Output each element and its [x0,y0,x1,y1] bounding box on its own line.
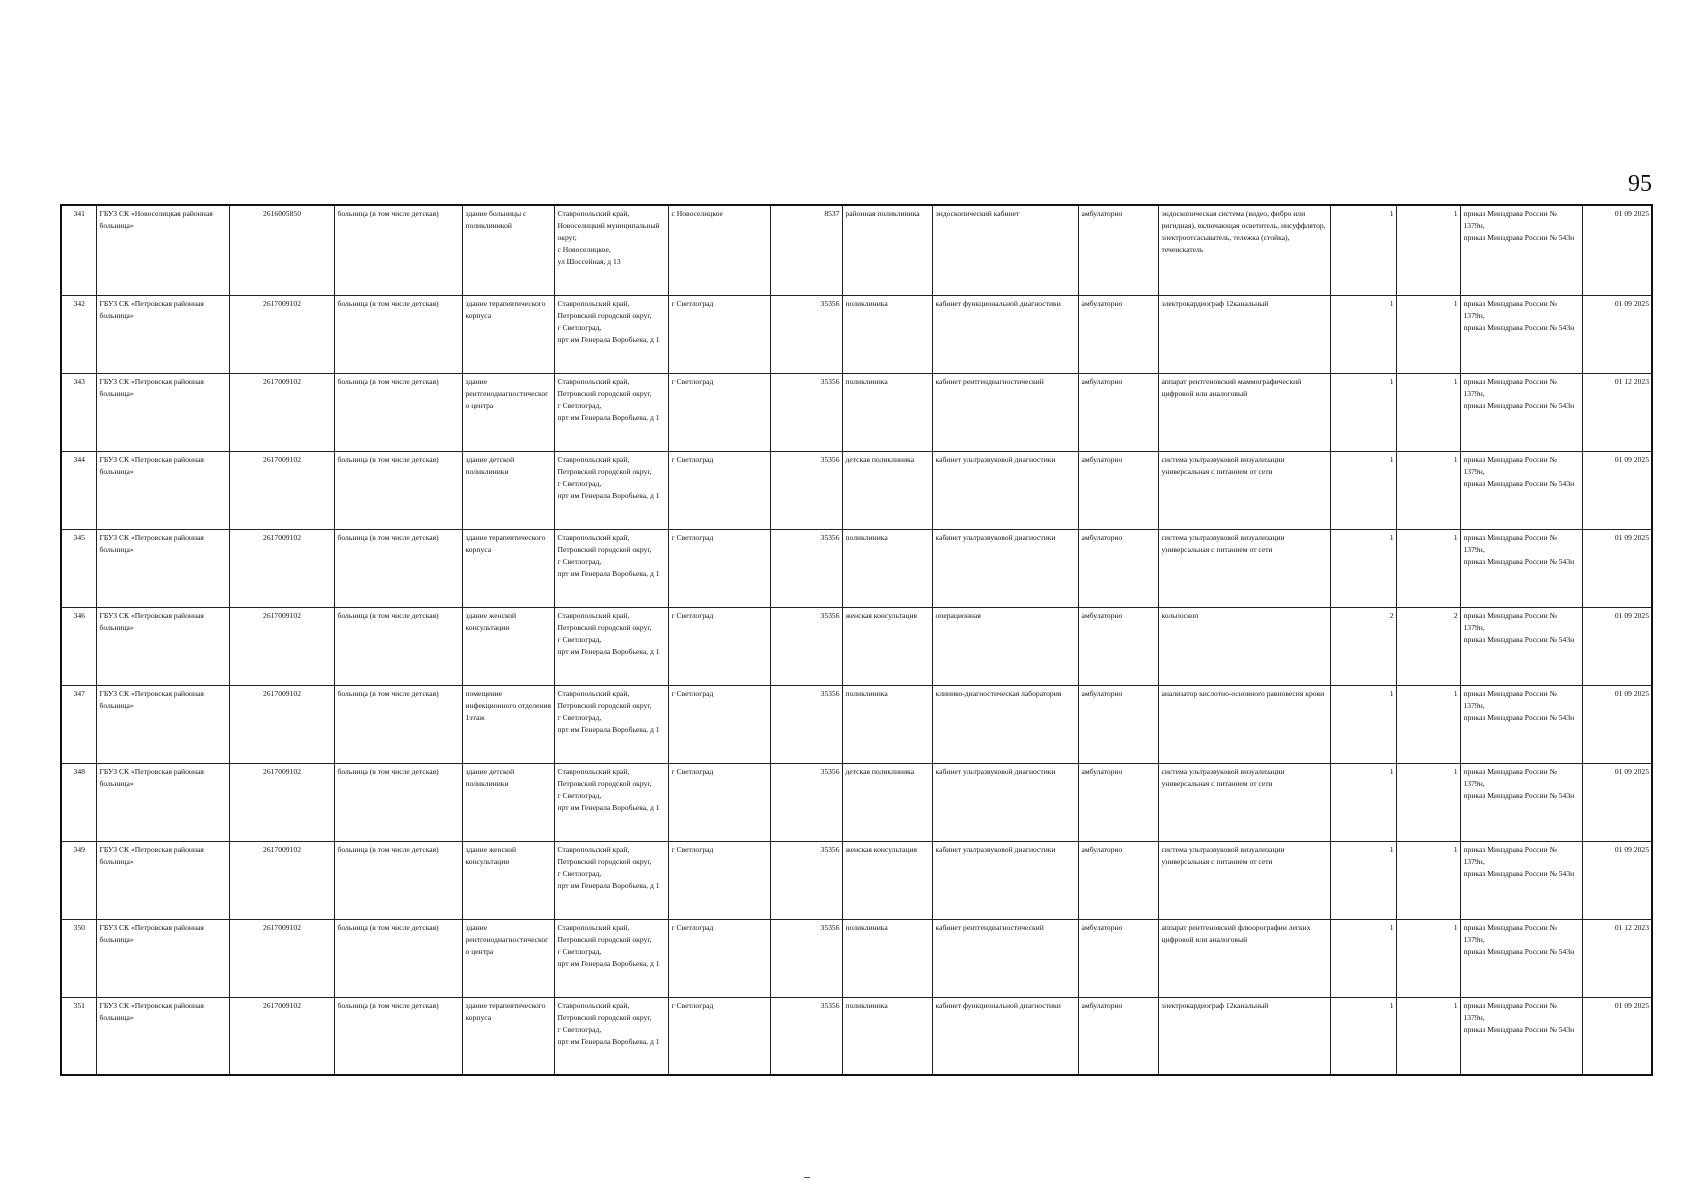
row-number-cell: 341 [61,205,96,295]
equipment-name-cell: кольпоскоп [1158,607,1330,685]
locality-name-cell: г Светлоград [668,373,770,451]
organization-name-cell: ГБУЗ СК «Петровская районная больница» [96,841,229,919]
facility-address-cell: Ставропольский край, Петровский городской округ, г Светлоград, прт им Генерала Воробьева, д 1 [554,763,668,841]
population-count-cell: 35356 [770,607,842,685]
inn-code-cell: 2616005850 [229,205,334,295]
row-number-cell: 351 [61,997,96,1075]
facility-address-cell: Ставропольский край, Петровский городской округ, г Светлоград, прт им Генерала Воробьева, д 1 [554,295,668,373]
care-form-cell: амбулаторно [1078,295,1158,373]
facility-type-cell: больница (в том числе детская) [334,841,462,919]
table-row [61,685,1652,763]
quantity-required-cell: 1 [1330,763,1396,841]
building-name-cell: здание рентгенодиагностического центра [462,919,554,997]
population-count-cell: 35356 [770,451,842,529]
legal-basis-cell: приказ Минздрава России № 1379н, приказ Минздрава России № 543н [1460,763,1582,841]
table-row [61,295,1652,373]
organization-name-cell: ГБУЗ СК «Петровская районная больница» [96,997,229,1075]
facility-address-cell: Ставропольский край, Петровский городской округ, г Светлоград, прт им Генерала Воробьева, д 1 [554,919,668,997]
facility-address-cell: Ставропольский край, Петровский городской округ, г Светлоград, прт им Генерала Воробьева, д 1 [554,997,668,1075]
supply-date-cell: 01 09 2025 [1582,685,1652,763]
quantity-planned-cell: 1 [1396,763,1460,841]
table-row [61,205,1652,295]
inn-code-cell: 2617009102 [229,451,334,529]
row-number-cell: 343 [61,373,96,451]
supply-date-cell: 01 12 2023 [1582,919,1652,997]
legal-basis-cell: приказ Минздрава России № 1379н, приказ Минздрава России № 543н [1460,373,1582,451]
supply-date-cell: 01 09 2025 [1582,841,1652,919]
row-number-cell: 342 [61,295,96,373]
building-name-cell: здание больницы с поликлиникой [462,205,554,295]
inn-code-cell: 2617009102 [229,919,334,997]
equipment-name-cell: система ультразвуковой визуализации универсальная с питанием от сети [1158,529,1330,607]
building-name-cell: здание рентгенодиагностического центра [462,373,554,451]
structural-unit-cell: поликлиника [842,295,932,373]
organization-name-cell: ГБУЗ СК «Петровская районная больница» [96,607,229,685]
legal-basis-cell: приказ Минздрава России № 1379н, приказ Минздрава России № 543н [1460,919,1582,997]
quantity-required-cell: 1 [1330,451,1396,529]
inn-code-cell: 2617009102 [229,607,334,685]
inn-code-cell: 2617009102 [229,295,334,373]
legal-basis-cell: приказ Минздрава России № 1379н, приказ Минздрава России № 543н [1460,997,1582,1075]
inn-code-cell: 2617009102 [229,997,334,1075]
supply-date-cell: 01 12 2023 [1582,373,1652,451]
building-name-cell: здание детской поликлиники [462,451,554,529]
cabinet-name-cell: кабинет ультразвуковой диагностики [932,763,1078,841]
organization-name-cell: ГБУЗ СК «Петровская районная больница» [96,529,229,607]
organization-name-cell: ГБУЗ СК «Петровская районная больница» [96,919,229,997]
registry-body [61,205,1652,1075]
legal-basis-cell: приказ Минздрава России № 1379н, приказ Минздрава России № 543н [1460,841,1582,919]
cabinet-name-cell: клинико-диагностическая лаборатория [932,685,1078,763]
quantity-planned-cell: 1 [1396,685,1460,763]
building-name-cell: помещение инфекционного отделения 1этаж [462,685,554,763]
quantity-required-cell: 1 [1330,685,1396,763]
structural-unit-cell: поликлиника [842,919,932,997]
supply-date-cell: 01 09 2025 [1582,205,1652,295]
organization-name-cell: ГБУЗ СК «Новоселицкая районная больница» [96,205,229,295]
building-name-cell: здание детской поликлиники [462,763,554,841]
row-number-cell: 344 [61,451,96,529]
locality-name-cell: г Светлоград [668,529,770,607]
cabinet-name-cell: кабинет ультразвуковой диагностики [932,529,1078,607]
cabinet-name-cell: операционная [932,607,1078,685]
row-number-cell: 349 [61,841,96,919]
equipment-name-cell: аппарат рентгеновский маммографический цифровой или аналоговый [1158,373,1330,451]
facility-address-cell: Ставропольский край, Петровский городской округ, г Светлоград, прт им Генерала Воробьева, д 1 [554,529,668,607]
scan-artifact [804,1177,810,1178]
building-name-cell: здание женской консультации [462,841,554,919]
inn-code-cell: 2617009102 [229,841,334,919]
supply-date-cell: 01 09 2025 [1582,607,1652,685]
organization-name-cell: ГБУЗ СК «Петровская районная больница» [96,763,229,841]
table-row [61,451,1652,529]
equipment-name-cell: электрокардиограф 12канальный [1158,997,1330,1075]
structural-unit-cell: поликлиника [842,529,932,607]
inn-code-cell: 2617009102 [229,529,334,607]
care-form-cell: амбулаторно [1078,763,1158,841]
population-count-cell: 35356 [770,529,842,607]
table-row [61,763,1652,841]
quantity-required-cell: 1 [1330,997,1396,1075]
quantity-required-cell: 1 [1330,205,1396,295]
legal-basis-cell: приказ Минздрава России № 1379н, приказ Минздрава России № 543н [1460,607,1582,685]
facility-type-cell: больница (в том числе детская) [334,685,462,763]
facility-address-cell: Ставропольский край, Петровский городской округ, г Светлоград, прт им Генерала Воробьева, д 1 [554,607,668,685]
facility-type-cell: больница (в том числе детская) [334,763,462,841]
quantity-planned-cell: 1 [1396,295,1460,373]
table-row [61,607,1652,685]
quantity-planned-cell: 1 [1396,205,1460,295]
equipment-name-cell: анализатор кислотно-основного равновесия крови [1158,685,1330,763]
row-number-cell: 345 [61,529,96,607]
table-row [61,919,1652,997]
population-count-cell: 35356 [770,763,842,841]
row-number-cell: 350 [61,919,96,997]
locality-name-cell: г Светлоград [668,451,770,529]
locality-name-cell: г Светлоград [668,607,770,685]
row-number-cell: 348 [61,763,96,841]
facility-address-cell: Ставропольский край, Петровский городской округ, г Светлоград, прт им Генерала Воробьева, д 1 [554,685,668,763]
quantity-required-cell: 1 [1330,919,1396,997]
population-count-cell: 35356 [770,373,842,451]
population-count-cell: 35356 [770,685,842,763]
cabinet-name-cell: кабинет ультразвуковой диагностики [932,841,1078,919]
facility-type-cell: больница (в том числе детская) [334,997,462,1075]
page-number: 95 [1628,171,1652,197]
table-row [61,529,1652,607]
population-count-cell: 35356 [770,295,842,373]
equipment-registry-table [60,204,1653,1076]
supply-date-cell: 01 09 2025 [1582,763,1652,841]
equipment-name-cell: система ультразвуковой визуализации универсальная с питанием от сети [1158,763,1330,841]
supply-date-cell: 01 09 2025 [1582,997,1652,1075]
locality-name-cell: г Светлоград [668,841,770,919]
facility-address-cell: Ставропольский край, Петровский городской округ, г Светлоград, прт им Генерала Воробьева, д 1 [554,841,668,919]
cabinet-name-cell: кабинет рентгендиагностический [932,919,1078,997]
facility-type-cell: больница (в том числе детская) [334,205,462,295]
structural-unit-cell: женская консультация [842,607,932,685]
supply-date-cell: 01 09 2025 [1582,295,1652,373]
care-form-cell: амбулаторно [1078,919,1158,997]
legal-basis-cell: приказ Минздрава России № 1379н, приказ Минздрава России № 543н [1460,295,1582,373]
table-row [61,997,1652,1075]
quantity-required-cell: 1 [1330,373,1396,451]
facility-type-cell: больница (в том числе детская) [334,607,462,685]
organization-name-cell: ГБУЗ СК «Петровская районная больница» [96,373,229,451]
facility-address-cell: Ставропольский край, Петровский городской округ, г Светлоград, прт им Генерала Воробьева, д 1 [554,373,668,451]
structural-unit-cell: поликлиника [842,685,932,763]
facility-type-cell: больница (в том числе детская) [334,451,462,529]
quantity-required-cell: 1 [1330,841,1396,919]
organization-name-cell: ГБУЗ СК «Петровская районная больница» [96,295,229,373]
building-name-cell: здание терапевтического корпуса [462,997,554,1075]
cabinet-name-cell: эндоскопический кабинет [932,205,1078,295]
quantity-planned-cell: 1 [1396,919,1460,997]
care-form-cell: амбулаторно [1078,529,1158,607]
population-count-cell: 35356 [770,841,842,919]
structural-unit-cell: детская поликлиника [842,451,932,529]
supply-date-cell: 01 09 2025 [1582,529,1652,607]
population-count-cell: 35356 [770,919,842,997]
table-row [61,841,1652,919]
row-number-cell: 346 [61,607,96,685]
facility-type-cell: больница (в том числе детская) [334,919,462,997]
organization-name-cell: ГБУЗ СК «Петровская районная больница» [96,451,229,529]
supply-date-cell: 01 09 2025 [1582,451,1652,529]
cabinet-name-cell: кабинет функциональной диагностики [932,295,1078,373]
facility-type-cell: больница (в том числе детская) [334,295,462,373]
care-form-cell: амбулаторно [1078,451,1158,529]
quantity-planned-cell: 1 [1396,373,1460,451]
equipment-name-cell: аппарат рентгеновский флюорографии легких цифровой или аналоговый [1158,919,1330,997]
locality-name-cell: с Новоселицкое [668,205,770,295]
facility-address-cell: Ставропольский край, Новоселицкий муниципальный округ, с Новоселицкое, ул Шоссейная, д 13 [554,205,668,295]
inn-code-cell: 2617009102 [229,373,334,451]
legal-basis-cell: приказ Минздрава России № 1379н, приказ Минздрава России № 543н [1460,685,1582,763]
quantity-planned-cell: 1 [1396,451,1460,529]
care-form-cell: амбулаторно [1078,685,1158,763]
quantity-planned-cell: 1 [1396,997,1460,1075]
structural-unit-cell: поликлиника [842,997,932,1075]
locality-name-cell: г Светлоград [668,997,770,1075]
table-row [61,373,1652,451]
care-form-cell: амбулаторно [1078,373,1158,451]
structural-unit-cell: районная поликлиника [842,205,932,295]
equipment-name-cell: электрокардиограф 12канальный [1158,295,1330,373]
population-count-cell: 35356 [770,997,842,1075]
quantity-planned-cell: 1 [1396,841,1460,919]
care-form-cell: амбулаторно [1078,997,1158,1075]
building-name-cell: здание терапевтического корпуса [462,295,554,373]
cabinet-name-cell: кабинет рентгендиагностический [932,373,1078,451]
building-name-cell: здание терапевтического корпуса [462,529,554,607]
care-form-cell: амбулаторно [1078,607,1158,685]
inn-code-cell: 2617009102 [229,763,334,841]
cabinet-name-cell: кабинет ультразвуковой диагностики [932,451,1078,529]
locality-name-cell: г Светлоград [668,919,770,997]
facility-address-cell: Ставропольский край, Петровский городской округ, г Светлоград, прт им Генерала Воробьева, д 1 [554,451,668,529]
quantity-required-cell: 1 [1330,529,1396,607]
quantity-planned-cell: 1 [1396,529,1460,607]
care-form-cell: амбулаторно [1078,205,1158,295]
structural-unit-cell: женская консультация [842,841,932,919]
quantity-required-cell: 2 [1330,607,1396,685]
cabinet-name-cell: кабинет функциональной диагностики [932,997,1078,1075]
organization-name-cell: ГБУЗ СК «Петровская районная больница» [96,685,229,763]
locality-name-cell: г Светлоград [668,295,770,373]
equipment-name-cell: система ультразвуковой визуализации универсальная с питанием от сети [1158,841,1330,919]
facility-type-cell: больница (в том числе детская) [334,373,462,451]
equipment-name-cell: система ультразвуковой визуализации универсальная с питанием от сети [1158,451,1330,529]
inn-code-cell: 2617009102 [229,685,334,763]
locality-name-cell: г Светлоград [668,685,770,763]
structural-unit-cell: поликлиника [842,373,932,451]
legal-basis-cell: приказ Минздрава России № 1379н, приказ Минздрава России № 543н [1460,205,1582,295]
locality-name-cell: г Светлоград [668,763,770,841]
structural-unit-cell: детская поликлиника [842,763,932,841]
population-count-cell: 8537 [770,205,842,295]
quantity-required-cell: 1 [1330,295,1396,373]
legal-basis-cell: приказ Минздрава России № 1379н, приказ Минздрава России № 543н [1460,529,1582,607]
facility-type-cell: больница (в том числе детская) [334,529,462,607]
legal-basis-cell: приказ Минздрава России № 1379н, приказ Минздрава России № 543н [1460,451,1582,529]
equipment-name-cell: эндоскопическая система (видео, фибро или ригидная), включающая осветитель, инсуффлятор, электроотсасыватель, тележка (стойка), течеискатель [1158,205,1330,295]
quantity-planned-cell: 2 [1396,607,1460,685]
row-number-cell: 347 [61,685,96,763]
care-form-cell: амбулаторно [1078,841,1158,919]
building-name-cell: здание женской консультации [462,607,554,685]
